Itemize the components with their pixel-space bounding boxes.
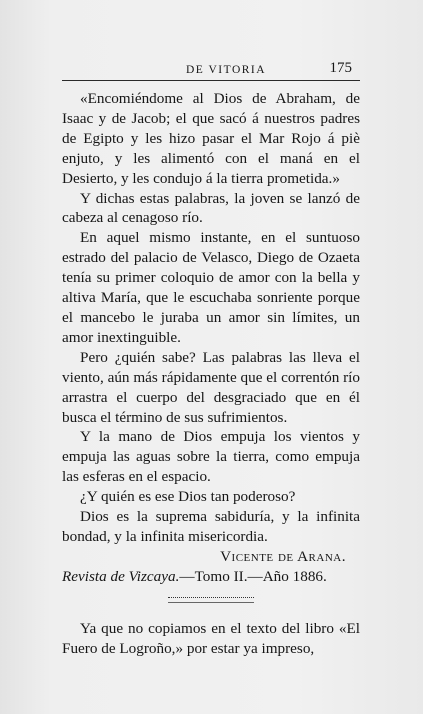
citation-journal: Revista de Vizcaya. bbox=[62, 567, 180, 585]
paragraph: Y dichas estas palabras, la joven se lanzó de cabeza al cenagoso río. bbox=[62, 189, 360, 227]
citation bbox=[62, 567, 360, 587]
text-body bbox=[62, 89, 360, 658]
paragraph: Y la mano de Dios empuja los vientos y empuja las aguas sobre la tierra, como empuja las esferas en el espacio. bbox=[62, 428, 360, 486]
page-number: 175 bbox=[329, 60, 352, 76]
paragraph: En aquel mismo instante, en el suntuoso estrado del palacio de Velasco, Diego de Ozaeta tenía su primer coloquio de amor con la bella y altiva María, que le escuchaba sonriente porque el mancebo le juraba un amor sin límites, un amor inextinguible. bbox=[62, 229, 360, 346]
paragraph: Pero ¿quién sabe? Las palabras las lleva el viento, aún más rápidamente que el correntón río arrastra el cuerpo del desgraciado que en él busca el término de sus sufrimientos. bbox=[62, 348, 360, 426]
author-signature: Vicente de Arana. bbox=[220, 547, 346, 565]
paragraph: «Encomiéndome al Dios de Abraham, de Isaac y de Jacob; el que sacó á nuestros padres de Egipto y les hizo pasar el Mar Rojo á piè enjuto, y les alimentó con el maná en el Desierto, y les condujo á la tierra prometida.» bbox=[62, 90, 360, 187]
paragraph: Dios es la suprema sabiduría, y la infinita bondad, y la infinita misericordia. bbox=[62, 508, 360, 545]
running-head bbox=[62, 60, 360, 82]
header-rule bbox=[62, 80, 360, 81]
paragraph: ¿Y quién es ese Dios tan poderoso? bbox=[80, 488, 296, 506]
section-divider bbox=[168, 597, 254, 603]
paragraph: Ya que no copiamos en el texto del libro «El Fuero de Logroño,» por estar ya impreso, bbox=[62, 619, 360, 657]
citation-volume-year: —Tomo II.—Año 1886. bbox=[179, 567, 327, 585]
running-title: DE VITORIA bbox=[186, 64, 267, 76]
